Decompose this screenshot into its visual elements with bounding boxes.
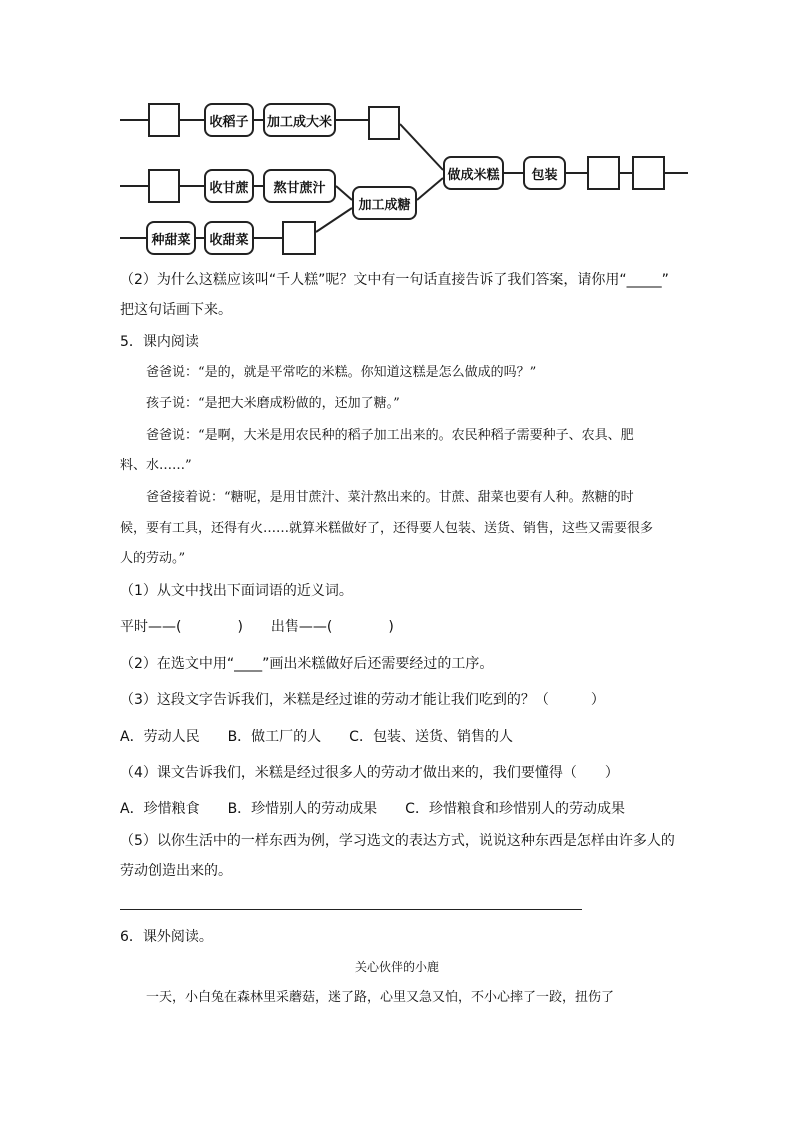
q5-1-items[interactable]: 平时——( ) 出售——( ) <box>120 619 394 635</box>
q5-3: （3）这段文字告诉我们，米糕是经过谁的劳动才能让我们吃到的？（ ） <box>120 692 605 708</box>
q4-2-line1: （2）为什么这糕应该叫“千人糕”呢？文中有一句话直接告诉了我们答案，请你用“_____” <box>120 272 669 288</box>
passage-line-5: 爸爸接着说：“糖呢，是用甘蔗汁、菜汁熬出来的。甘蔗、甜菜也要有人种。熬糖的时 <box>146 490 634 505</box>
passage-line-6: 候，要有工具，还得有火……就算米糕做好了，还得要人包装、送货、销售，这些又需要很多 <box>120 521 654 536</box>
node-process-sugar: 加工成糖 <box>352 186 417 220</box>
blank-box-2[interactable] <box>368 106 400 140</box>
q5-5-line1: （5）以你生活中的一样东西为例，学习选文的表达方式，说说这种东西是怎样由许多人的 <box>120 833 675 849</box>
node-make-cake: 做成米糕 <box>443 156 504 190</box>
node-plant-beet: 种甜菜 <box>146 221 196 255</box>
node-harvest-cane: 收甘蔗 <box>204 169 254 203</box>
passage-line-1: 爸爸说：“是的，就是平常吃的米糕。你知道这糕是怎么做成的吗？” <box>146 365 537 380</box>
node-process-rice: 加工成大米 <box>263 103 336 137</box>
passage-line-2: 孩子说：“是把大米磨成粉做的，还加了糖。” <box>146 396 400 411</box>
answer-line[interactable] <box>120 909 582 910</box>
flow-diagram <box>0 0 794 270</box>
q5-3-options[interactable]: A．劳动人民 B．做工厂的人 C．包装、送货、销售的人 <box>120 729 513 745</box>
node-harvest-rice: 收稻子 <box>204 103 254 137</box>
blank-box-4[interactable] <box>282 221 316 255</box>
passage-line-7: 人的劳动。” <box>120 551 186 566</box>
node-boil-cane: 熬甘蔗汁 <box>263 169 336 203</box>
blank-box-3[interactable] <box>148 169 180 203</box>
blank-box-5[interactable] <box>587 156 620 190</box>
story-title: 关心伙伴的小鹿 <box>354 960 439 974</box>
q5-4: （4）课文告诉我们，米糕是经过很多人的劳动才做出来的，我们要懂得（ ） <box>120 765 619 781</box>
section6-heading: 6．课外阅读。 <box>120 929 213 945</box>
section5-heading: 5．课内阅读 <box>120 334 199 350</box>
node-package: 包装 <box>523 156 566 190</box>
q5-2: （2）在选文中用“____”画出米糕做好后还需要经过的工序。 <box>120 656 494 672</box>
q4-2-line2: 把这句话画下来。 <box>120 302 232 318</box>
q5-5-line2: 劳动创造出来的。 <box>120 863 232 879</box>
blank-box-6[interactable] <box>632 156 665 190</box>
passage-line-4: 料、水……” <box>120 458 192 473</box>
q5-4-options[interactable]: A．珍惜粮食 B．珍惜别人的劳动成果 C．珍惜粮食和珍惜别人的劳动成果 <box>120 801 625 817</box>
node-harvest-beet: 收甜菜 <box>204 221 254 255</box>
blank-box-1[interactable] <box>148 103 180 137</box>
q5-1: （1）从文中找出下面词语的近义词。 <box>120 583 353 599</box>
passage-line-3: 爸爸说：“是啊，大米是用农民种的稻子加工出来的。农民种稻子需要种子、农具、肥 <box>146 428 634 443</box>
story-line-1: 一天，小白兔在森林里采蘑菇，迷了路，心里又急又怕，不小心摔了一跤，扭伤了 <box>146 990 615 1005</box>
